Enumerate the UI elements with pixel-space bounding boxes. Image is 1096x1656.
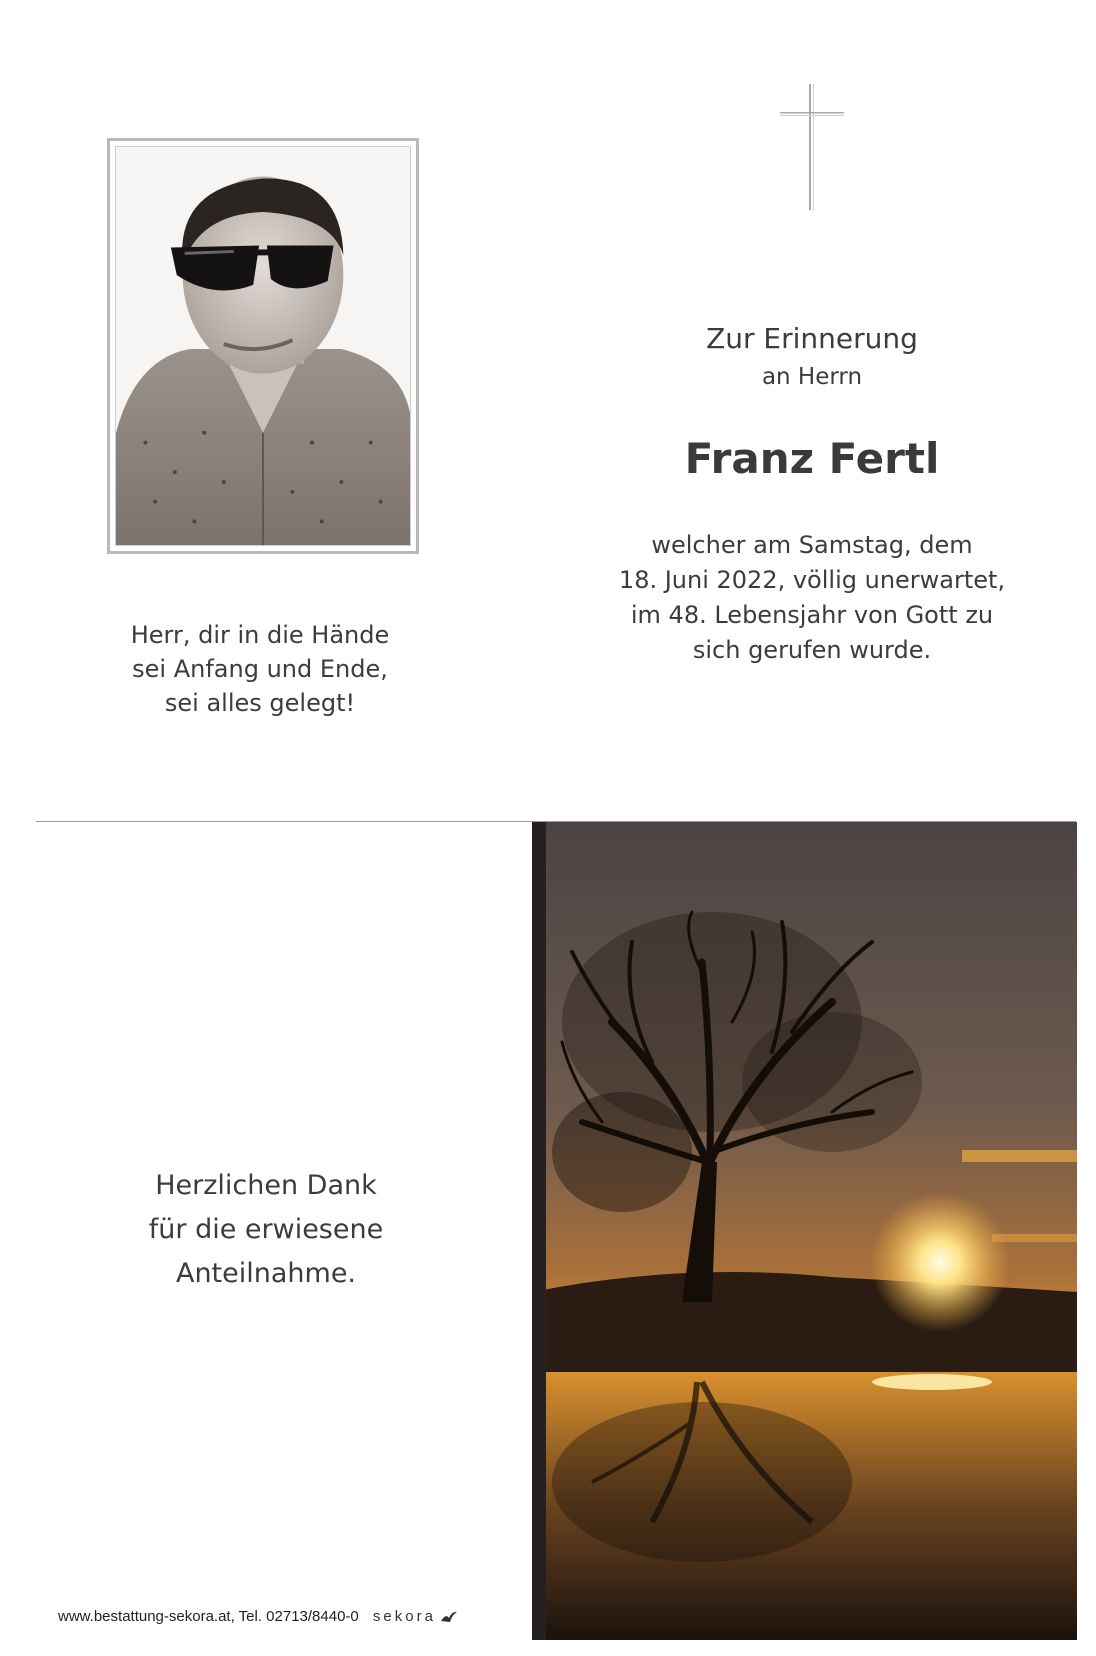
thanks-message <box>56 1164 476 1296</box>
thanks-line: Anteilnahme. <box>175 1258 357 1289</box>
portrait-frame <box>107 138 419 554</box>
death-notice-line: sich gerufen wurde. <box>692 636 932 664</box>
thanks-line: Herzlichen Dank <box>155 1170 377 1201</box>
footer <box>58 1608 458 1625</box>
deceased-name: Franz Fertl <box>684 434 940 483</box>
death-notice-line: 18. Juni 2022, völlig unerwartet, <box>618 566 1006 594</box>
verse-line: sei Anfang und Ende, <box>132 655 388 683</box>
sunset-tree-photo <box>532 822 1077 1640</box>
portrait-photo <box>115 146 411 546</box>
footer-contact: www.bestattung-sekora.at, Tel. 02713/8440-0 <box>58 1608 359 1625</box>
bird-icon <box>440 1611 458 1623</box>
brand-logo: sekora <box>372 1608 436 1625</box>
verse <box>60 618 460 720</box>
death-notice <box>598 528 1026 668</box>
death-notice-line: im 48. Lebensjahr von Gott zu <box>630 601 994 629</box>
verse-line: Herr, dir in die Hände <box>130 621 390 649</box>
death-notice-line: welcher am Samstag, dem <box>651 531 973 559</box>
cross-icon <box>780 84 844 210</box>
thanks-line: für die erwiesene <box>148 1214 384 1245</box>
memory-subtitle: an Herrn <box>761 364 863 390</box>
memory-title: Zur Erinnerung <box>706 322 918 355</box>
verse-line: sei alles gelegt! <box>164 689 356 717</box>
